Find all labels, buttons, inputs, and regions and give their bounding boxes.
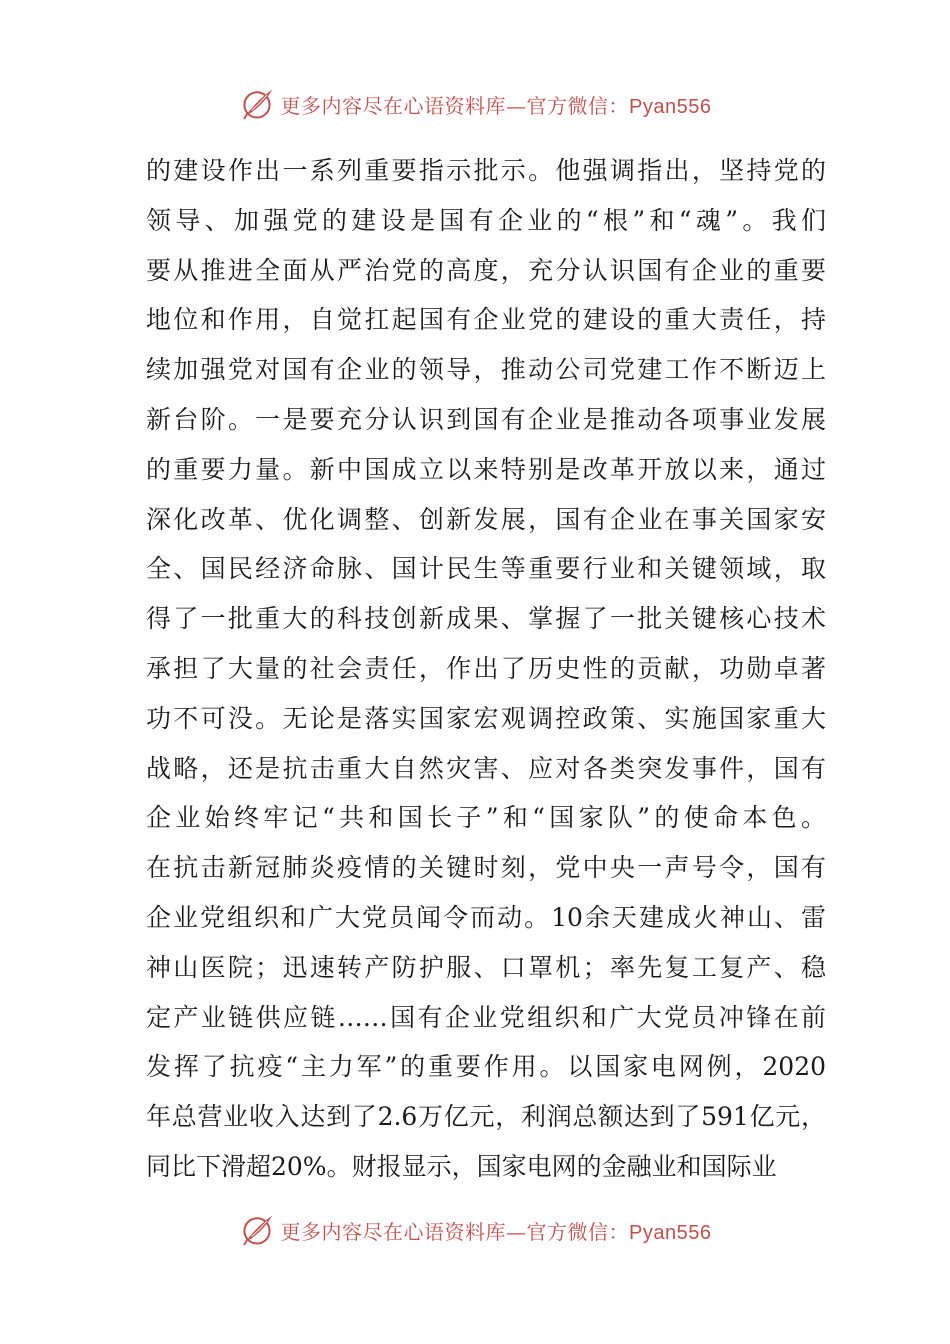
text-line: 承担了大量的社会责任，作出了历史性的贡献，功勋卓著 [146,653,826,683]
text-line: 要从推进全面从严治党的高度，充分认识国有企业的重要 [146,255,826,285]
text-line: 新台阶。一是要充分认识到国有企业是推动各项事业发展 [146,404,826,434]
text-line: 神山医院；迅速转产防护服、口罩机；率先复工复产、稳 [146,952,826,982]
document-body [146,146,826,1192]
header-watermark [0,84,950,124]
watermark-label: 更多内容尽在心语资料库—官方微信： [280,93,630,118]
text-line: 同比下滑超20%。财报显示，国家电网的金融业和国际业 [146,1151,777,1181]
text-line: 地位和作用，自觉扛起国有企业党的建设的重大责任，持 [146,305,826,335]
text-line: 年总营业收入达到了2.6万亿元，利润总额达到了591亿元， [146,1102,826,1132]
quill-pen-icon [239,86,275,122]
text-line: 在抗击新冠肺炎疫情的关键时刻，党中央一声号令，国有 [146,853,826,883]
watermark-text [281,90,712,119]
text-line: 领导、加强党的建设是国有企业的“根”和“魂”。我们 [146,205,826,235]
text-line: 战略，还是抗击重大自然灾害、应对各类突发事件，国有 [146,753,826,783]
watermark-wechat-id: Pyan556 [629,1221,712,1244]
text-line: 的建设作出一系列重要指示批示。他强调指出，坚持党的 [146,156,826,185]
text-line: 续加强党对国有企业的领导，推动公司党建工作不断迈上 [146,355,826,385]
text-line: 的重要力量。新中国成立以来特别是改革开放以来，通过 [146,454,826,484]
footer-watermark [0,1210,950,1250]
watermark-label: 更多内容尽在心语资料库—官方微信： [280,1219,630,1244]
watermark-text [281,1216,712,1245]
text-line: 深化改革、优化调整、创新发展，国有企业在事关国家安 [146,504,826,534]
text-line: 定产业链供应链……国有企业党组织和广大党员冲锋在前 [146,1002,826,1032]
watermark-wechat-id: Pyan556 [629,95,712,118]
text-line: 功不可没。无论是落实国家宏观调控政策、实施国家重大 [146,703,826,733]
quill-pen-icon [239,1212,275,1248]
text-line: 企业党组织和广大党员闻令而动。10余天建成火神山、雷 [146,902,826,932]
text-line: 得了一批重大的科技创新成果、掌握了一批关键核心技术 [146,604,826,634]
text-line: 全、国民经济命脉、国计民生等重要行业和关键领域，取 [146,554,826,584]
text-line: 企业始终牢记“共和国长子”和“国家队”的使命本色。 [146,803,826,833]
text-line: 发挥了抗疫“主力军”的重要作用。以国家电网例，2020 [146,1052,826,1082]
